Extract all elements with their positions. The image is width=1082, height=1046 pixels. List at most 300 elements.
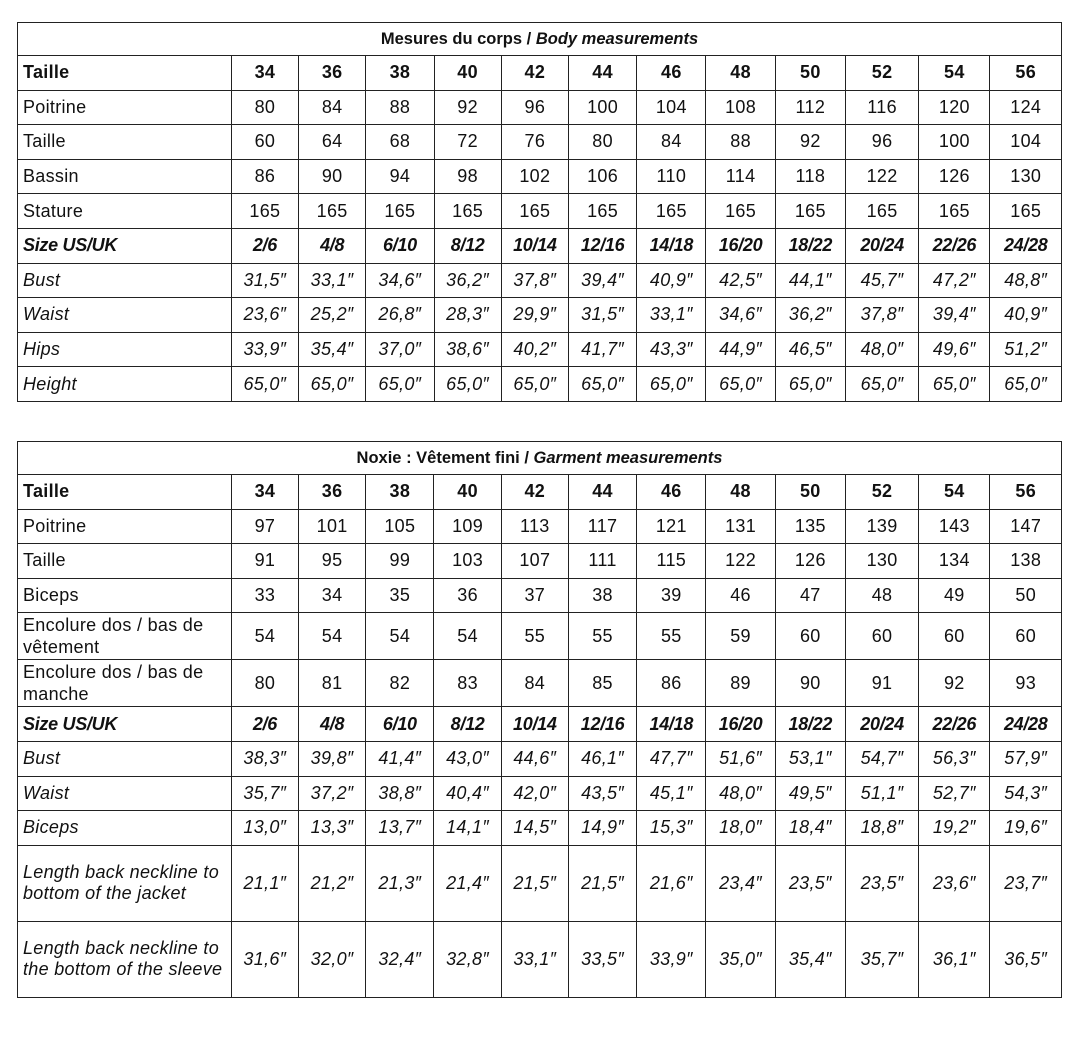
- table-cell: 86: [231, 159, 298, 194]
- table-cell: 14,5″: [501, 811, 568, 846]
- table-cell: 38,6″: [434, 332, 501, 367]
- table-cell: 42: [501, 56, 568, 91]
- table-cell: 105: [366, 509, 434, 544]
- table-cell: 13,0″: [231, 811, 298, 846]
- table-cell: 34: [231, 56, 298, 91]
- table-cell: 32,8″: [434, 921, 501, 997]
- table-cell: 134: [919, 544, 990, 579]
- row-label: Taille: [18, 544, 232, 579]
- table-cell: 43,5″: [568, 776, 636, 811]
- table-cell: 80: [231, 660, 298, 707]
- table-cell: 46,5″: [775, 332, 845, 367]
- table-row: [18, 90, 1062, 125]
- table-cell: 126: [919, 159, 990, 194]
- table-title-row: [18, 442, 1062, 475]
- table-cell: 41,7″: [568, 332, 636, 367]
- table-cell: 35,4″: [775, 921, 845, 997]
- table-cell: 65,0″: [706, 367, 775, 402]
- table-cell: 43,0″: [434, 741, 501, 776]
- table-cell: 44,6″: [501, 741, 568, 776]
- table-cell: 122: [706, 544, 775, 579]
- table-cell: 34,6″: [706, 298, 775, 333]
- table-cell: 165: [990, 194, 1062, 229]
- table-cell: 84: [299, 90, 366, 125]
- table-cell: 96: [501, 90, 568, 125]
- table-cell: 34,6″: [366, 263, 434, 298]
- table-cell: 46: [637, 56, 706, 91]
- table-cell: 165: [706, 194, 775, 229]
- table-cell: 50: [990, 578, 1062, 613]
- table-cell: 80: [231, 90, 298, 125]
- table-cell: 33: [231, 578, 298, 613]
- table-cell: 114: [706, 159, 775, 194]
- table-cell: 49,5″: [775, 776, 845, 811]
- table-cell: 68: [366, 125, 434, 160]
- table-cell: 165: [299, 194, 366, 229]
- table-cell: 93: [990, 660, 1062, 707]
- table-cell: 38,3″: [231, 741, 298, 776]
- table-cell: 109: [434, 509, 501, 544]
- row-label: Encolure dos / bas de vêtement: [18, 613, 232, 660]
- table-row: [18, 660, 1062, 707]
- table-cell: 40: [434, 475, 501, 510]
- table-row: [18, 194, 1062, 229]
- table-title-en: Body measurements: [535, 29, 699, 48]
- table-cell: 99: [366, 544, 434, 579]
- table-cell: 122: [845, 159, 918, 194]
- row-label: Waist: [18, 776, 232, 811]
- table-cell: 44,1″: [775, 263, 845, 298]
- table-cell: 56: [990, 475, 1062, 510]
- table-cell: 35,7″: [231, 776, 298, 811]
- us-size-header-row: [18, 228, 1062, 263]
- table-row: [18, 741, 1062, 776]
- table-cell: 107: [501, 544, 568, 579]
- table-cell: 52: [845, 56, 918, 91]
- table-cell: 165: [434, 194, 501, 229]
- table-cell: 165: [845, 194, 918, 229]
- table-cell: 65,0″: [299, 367, 366, 402]
- table-cell: 143: [919, 509, 990, 544]
- table-title-fr: Mesures du corps /: [380, 29, 532, 48]
- table-cell: 120: [919, 90, 990, 125]
- table-cell: 104: [990, 125, 1062, 160]
- table-cell: 42,5″: [706, 263, 775, 298]
- table-cell: 23,6″: [919, 845, 990, 921]
- table-cell: 49: [919, 578, 990, 613]
- table-title-fr: Noxie : Vêtement fini /: [356, 448, 529, 467]
- table-cell: 50: [775, 475, 845, 510]
- table-cell: 57,9″: [990, 741, 1062, 776]
- table-cell: 14,9″: [568, 811, 636, 846]
- table-row: [18, 332, 1062, 367]
- table-row: [18, 544, 1062, 579]
- table-cell: 36: [299, 56, 366, 91]
- table-cell: 38: [366, 56, 434, 91]
- table-cell: 31,6″: [231, 921, 298, 997]
- table-cell: 165: [637, 194, 706, 229]
- table-cell: 76: [501, 125, 568, 160]
- garment-measurements-table: [17, 441, 1062, 998]
- table-cell: 13,3″: [299, 811, 366, 846]
- table-cell: 21,4″: [434, 845, 501, 921]
- table-cell: 104: [637, 90, 706, 125]
- table-cell: 25,2″: [299, 298, 366, 333]
- table-cell: 38: [366, 475, 434, 510]
- table-cell: 95: [299, 544, 366, 579]
- table-cell: 46: [706, 578, 775, 613]
- table-cell: 39,4″: [568, 263, 636, 298]
- table-cell: 84: [501, 660, 568, 707]
- table-cell: 32,0″: [299, 921, 366, 997]
- table-row: [18, 921, 1062, 997]
- table-cell: 40,2″: [501, 332, 568, 367]
- table-cell: 44,9″: [706, 332, 775, 367]
- table-row: [18, 125, 1062, 160]
- table-title: [18, 442, 1062, 475]
- table-cell: 54: [231, 613, 298, 660]
- table-cell: 92: [919, 660, 990, 707]
- row-label: Bust: [18, 741, 232, 776]
- table-cell: 64: [299, 125, 366, 160]
- table-row: [18, 159, 1062, 194]
- row-label: Height: [18, 367, 232, 402]
- table-cell: 31,5″: [568, 298, 636, 333]
- table-cell: 126: [775, 544, 845, 579]
- table-cell: 18/22: [775, 228, 845, 263]
- row-label: Bust: [18, 263, 232, 298]
- table-cell: 89: [706, 660, 775, 707]
- table-cell: 90: [775, 660, 845, 707]
- table-cell: 83: [434, 660, 501, 707]
- table-cell: 24/28: [990, 707, 1062, 742]
- table-cell: 6/10: [366, 228, 434, 263]
- row-label: Size US/UK: [18, 228, 232, 263]
- table-cell: 117: [568, 509, 636, 544]
- table-cell: 18,4″: [775, 811, 845, 846]
- table-row: [18, 613, 1062, 660]
- table-cell: 40: [434, 56, 501, 91]
- table-cell: 65,0″: [990, 367, 1062, 402]
- table-cell: 42,0″: [501, 776, 568, 811]
- table-cell: 49,6″: [919, 332, 990, 367]
- table-cell: 82: [366, 660, 434, 707]
- table-cell: 54: [919, 475, 990, 510]
- table-cell: 56: [990, 56, 1062, 91]
- table-cell: 102: [501, 159, 568, 194]
- table-cell: 33,5″: [568, 921, 636, 997]
- table-cell: 54: [434, 613, 501, 660]
- table-cell: 47,7″: [637, 741, 706, 776]
- row-label: Poitrine: [18, 90, 232, 125]
- table-cell: 65,0″: [637, 367, 706, 402]
- table-cell: 60: [775, 613, 845, 660]
- table-cell: 110: [637, 159, 706, 194]
- table-cell: 10/14: [501, 228, 568, 263]
- table-cell: 21,5″: [501, 845, 568, 921]
- table-cell: 130: [845, 544, 918, 579]
- table-cell: 47,2″: [919, 263, 990, 298]
- table-cell: 40,9″: [637, 263, 706, 298]
- table-cell: 54: [299, 613, 366, 660]
- row-label: Waist: [18, 298, 232, 333]
- table-title-row: [18, 23, 1062, 56]
- table-cell: 106: [568, 159, 636, 194]
- table-cell: 39: [637, 578, 706, 613]
- table-cell: 46: [637, 475, 706, 510]
- table-cell: 54,7″: [845, 741, 918, 776]
- table-cell: 54: [366, 613, 434, 660]
- table-cell: 35,4″: [299, 332, 366, 367]
- table-cell: 165: [501, 194, 568, 229]
- table-cell: 40,9″: [990, 298, 1062, 333]
- row-label: Hips: [18, 332, 232, 367]
- table-cell: 100: [568, 90, 636, 125]
- table-cell: 37,8″: [845, 298, 918, 333]
- row-label: Taille: [18, 56, 232, 91]
- table-cell: 86: [637, 660, 706, 707]
- table-cell: 13,7″: [366, 811, 434, 846]
- table-cell: 14,1″: [434, 811, 501, 846]
- table-row: [18, 298, 1062, 333]
- table-cell: 26,8″: [366, 298, 434, 333]
- table-cell: 100: [919, 125, 990, 160]
- table-cell: 36: [434, 578, 501, 613]
- table-cell: 45,7″: [845, 263, 918, 298]
- table-cell: 111: [568, 544, 636, 579]
- row-label: Size US/UK: [18, 707, 232, 742]
- row-label: Taille: [18, 475, 232, 510]
- table-cell: 130: [990, 159, 1062, 194]
- table-cell: 39,8″: [299, 741, 366, 776]
- table-cell: 12/16: [568, 228, 636, 263]
- table-cell: 31,5″: [231, 263, 298, 298]
- row-label: Taille: [18, 125, 232, 160]
- table-cell: 38,8″: [366, 776, 434, 811]
- table-cell: 45,1″: [637, 776, 706, 811]
- table-cell: 165: [919, 194, 990, 229]
- table-cell: 48,8″: [990, 263, 1062, 298]
- table-cell: 56,3″: [919, 741, 990, 776]
- table-cell: 33,9″: [637, 921, 706, 997]
- table-cell: 72: [434, 125, 501, 160]
- table-cell: 34: [231, 475, 298, 510]
- body-measurements-table: [17, 22, 1062, 402]
- table-cell: 165: [568, 194, 636, 229]
- table-cell: 113: [501, 509, 568, 544]
- table-cell: 91: [845, 660, 918, 707]
- table-cell: 36: [299, 475, 366, 510]
- table-cell: 139: [845, 509, 918, 544]
- table-cell: 55: [568, 613, 636, 660]
- table-cell: 19,2″: [919, 811, 990, 846]
- table-cell: 65,0″: [231, 367, 298, 402]
- table-cell: 44: [568, 56, 636, 91]
- row-label: Length back neckline to bottom of the jacket: [18, 845, 232, 921]
- size-header-row: [18, 475, 1062, 510]
- table-cell: 98: [434, 159, 501, 194]
- table-cell: 60: [231, 125, 298, 160]
- table-cell: 38: [568, 578, 636, 613]
- table-cell: 37: [501, 578, 568, 613]
- table-cell: 23,4″: [706, 845, 775, 921]
- table-cell: 41,4″: [366, 741, 434, 776]
- table-cell: 4/8: [299, 228, 366, 263]
- table-cell: 65,0″: [775, 367, 845, 402]
- row-label: Bassin: [18, 159, 232, 194]
- table-cell: 60: [845, 613, 918, 660]
- table-cell: 84: [637, 125, 706, 160]
- table-cell: 47: [775, 578, 845, 613]
- table-cell: 50: [775, 56, 845, 91]
- table-cell: 28,3″: [434, 298, 501, 333]
- table-cell: 8/12: [434, 228, 501, 263]
- table-cell: 48: [706, 475, 775, 510]
- table-cell: 39,4″: [919, 298, 990, 333]
- table-cell: 48,0″: [706, 776, 775, 811]
- table-cell: 48: [845, 578, 918, 613]
- table-cell: 10/14: [501, 707, 568, 742]
- table-cell: 116: [845, 90, 918, 125]
- table-cell: 54: [919, 56, 990, 91]
- table-cell: 36,2″: [434, 263, 501, 298]
- table-cell: 118: [775, 159, 845, 194]
- table-cell: 33,1″: [637, 298, 706, 333]
- table-cell: 60: [919, 613, 990, 660]
- table-cell: 21,5″: [568, 845, 636, 921]
- row-label: Encolure dos / bas de manche: [18, 660, 232, 707]
- table-cell: 65,0″: [434, 367, 501, 402]
- table-cell: 138: [990, 544, 1062, 579]
- table-cell: 121: [637, 509, 706, 544]
- table-cell: 33,1″: [299, 263, 366, 298]
- table-cell: 92: [775, 125, 845, 160]
- table-cell: 37,0″: [366, 332, 434, 367]
- table-cell: 59: [706, 613, 775, 660]
- table-cell: 44: [568, 475, 636, 510]
- table-cell: 80: [568, 125, 636, 160]
- table-cell: 48,0″: [845, 332, 918, 367]
- table-cell: 65,0″: [568, 367, 636, 402]
- table-cell: 40,4″: [434, 776, 501, 811]
- row-label: Poitrine: [18, 509, 232, 544]
- table-cell: 165: [231, 194, 298, 229]
- table-cell: 101: [299, 509, 366, 544]
- table-cell: 65,0″: [845, 367, 918, 402]
- table-cell: 8/12: [434, 707, 501, 742]
- table-title: [18, 23, 1062, 56]
- table-row: [18, 509, 1062, 544]
- table-cell: 55: [637, 613, 706, 660]
- table-cell: 18,8″: [845, 811, 918, 846]
- table-title-en: Garment measurements: [533, 448, 723, 467]
- table-cell: 35,0″: [706, 921, 775, 997]
- table-cell: 91: [231, 544, 298, 579]
- table-cell: 22/26: [919, 707, 990, 742]
- table-cell: 24/28: [990, 228, 1062, 263]
- row-label: Stature: [18, 194, 232, 229]
- table-cell: 37,2″: [299, 776, 366, 811]
- row-label: Biceps: [18, 578, 232, 613]
- table-cell: 88: [706, 125, 775, 160]
- table-cell: 52: [845, 475, 918, 510]
- table-cell: 42: [501, 475, 568, 510]
- table-cell: 88: [366, 90, 434, 125]
- table-cell: 18/22: [775, 707, 845, 742]
- table-cell: 85: [568, 660, 636, 707]
- table-cell: 36,2″: [775, 298, 845, 333]
- table-cell: 2/6: [231, 228, 298, 263]
- table-cell: 112: [775, 90, 845, 125]
- table-cell: 90: [299, 159, 366, 194]
- table-cell: 23,5″: [845, 845, 918, 921]
- table-cell: 21,1″: [231, 845, 298, 921]
- us-size-header-row: [18, 707, 1062, 742]
- table-row: [18, 263, 1062, 298]
- table-cell: 20/24: [845, 228, 918, 263]
- table-cell: 36,5″: [990, 921, 1062, 997]
- table-row: [18, 845, 1062, 921]
- table-cell: 37,8″: [501, 263, 568, 298]
- table-cell: 48: [706, 56, 775, 91]
- table-cell: 22/26: [919, 228, 990, 263]
- table-cell: 34: [299, 578, 366, 613]
- table-cell: 51,6″: [706, 741, 775, 776]
- table-cell: 35,7″: [845, 921, 918, 997]
- table-cell: 135: [775, 509, 845, 544]
- table-cell: 51,1″: [845, 776, 918, 811]
- table-cell: 21,6″: [637, 845, 706, 921]
- table-cell: 54,3″: [990, 776, 1062, 811]
- table-cell: 4/8: [299, 707, 366, 742]
- table-cell: 92: [434, 90, 501, 125]
- table-row: [18, 811, 1062, 846]
- table-cell: 131: [706, 509, 775, 544]
- table-cell: 43,3″: [637, 332, 706, 367]
- table-cell: 20/24: [845, 707, 918, 742]
- table-cell: 23,6″: [231, 298, 298, 333]
- table-cell: 16/20: [706, 707, 775, 742]
- table-cell: 6/10: [366, 707, 434, 742]
- table-cell: 2/6: [231, 707, 298, 742]
- table-cell: 29,9″: [501, 298, 568, 333]
- row-label: Length back neckline to the bottom of the sleeve: [18, 921, 232, 997]
- table-cell: 12/16: [568, 707, 636, 742]
- table-cell: 97: [231, 509, 298, 544]
- table-cell: 165: [775, 194, 845, 229]
- table-cell: 23,7″: [990, 845, 1062, 921]
- table-row: [18, 367, 1062, 402]
- table-cell: 23,5″: [775, 845, 845, 921]
- table-cell: 96: [845, 125, 918, 160]
- table-cell: 147: [990, 509, 1062, 544]
- table-cell: 65,0″: [501, 367, 568, 402]
- table-cell: 55: [501, 613, 568, 660]
- table-cell: 33,1″: [501, 921, 568, 997]
- table-cell: 33,9″: [231, 332, 298, 367]
- table-cell: 21,2″: [299, 845, 366, 921]
- table-cell: 165: [366, 194, 434, 229]
- table-cell: 65,0″: [919, 367, 990, 402]
- table-cell: 16/20: [706, 228, 775, 263]
- size-header-row: [18, 56, 1062, 91]
- table-cell: 124: [990, 90, 1062, 125]
- table-cell: 19,6″: [990, 811, 1062, 846]
- table-cell: 103: [434, 544, 501, 579]
- table-cell: 15,3″: [637, 811, 706, 846]
- table-row: [18, 776, 1062, 811]
- table-cell: 46,1″: [568, 741, 636, 776]
